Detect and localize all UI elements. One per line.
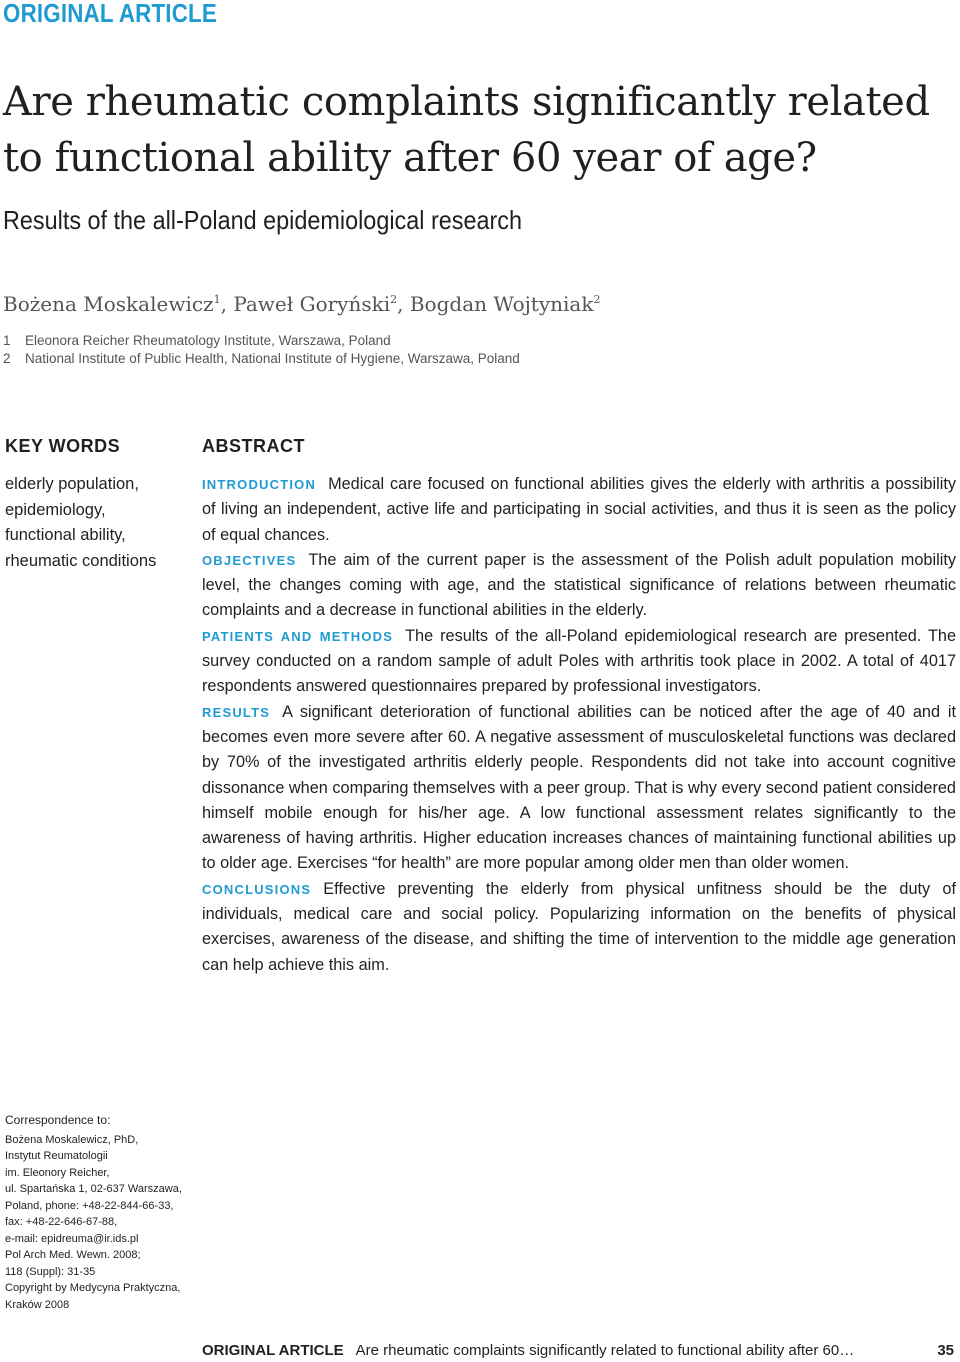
abstract-section-results [202,700,956,877]
abstract-section-text: The aim of the current paper is the assessment of the Polish adult population mobility level, the changes coming with age, and the statistical significance of relations between rheumatic complaints and a decrease in functional abilities in the elderly. [202,550,956,620]
correspondence-line: Copyright by Medycyna Praktyczna, [5,1282,181,1294]
keyword-item: functional ability, [5,526,126,544]
author-name: Paweł Goryński [233,292,391,316]
abstract-body [202,472,956,978]
abstract-section-introduction [202,472,956,548]
abstract-section-methods [202,624,956,700]
correspondence-heading: Correspondence to: [5,1113,111,1127]
affiliation-1 [3,333,391,348]
correspondence-block [5,1112,195,1313]
abstract-section-label: OBJECTIVES [202,552,297,568]
keyword-item: elderly population, [5,475,139,493]
abstract-section-label: INTRODUCTION [202,477,317,492]
affiliation-text: Eleonora Reicher Rheumatology Institute, Warszawa, Poland [25,333,391,348]
affiliation-2 [3,351,520,366]
page-number: 35 [937,1342,954,1359]
correspondence-line: Bożena Moskalewicz, PhD, [5,1133,139,1146]
abstract-section-text: A significant deterioration of functional abilities can be noticed after the age of 40 and it becomes even more severe after 60. A negative assessment of musculoskeletal functions was declared by 70% of the investigated arthritis elderly people. Respondents did not take into account cognitive dissonance when comparing themselves with a peer group. That is why every second patient considered himself mobile enough for his/her age. A low functional assessment relates significantly to the awareness of having arthritis. Higher education increases chances of maintaining functional abilities up to older age. Exercises “for health” are more popular among older men than older women. [202,702,956,873]
keywords-list [5,472,156,574]
author-affiliation-mark: 1 [213,293,221,306]
footer-running-title: Are rheumatic complaints significantly related to functional ability after 60… [355,1342,855,1359]
author-affiliation-mark: 2 [593,293,601,306]
correspondence-line: Kraków 2008 [5,1298,70,1311]
page-footer [202,1342,954,1359]
abstract-section-text: Effective preventing the elderly from physical unfitness should be the duty of individuals, medical care and social policy. Popularizing information on the benefits of physical exercises, awareness of the disease, and shifting the time of intervention to the middle age generation can help achieve this aim. [202,879,956,974]
keyword-item: epidemiology, [5,500,106,519]
correspondence-line: Instytut Reumatologii [5,1150,108,1162]
footer-section-label: ORIGINAL ARTICLE [202,1342,344,1359]
correspondence-line: Pol Arch Med. Wewn. 2008; [5,1249,141,1261]
affiliation-number: 2 [3,351,11,366]
correspondence-line: ul. Spartańska 1, 02-637 Warszawa, [5,1183,182,1195]
abstract-section-label: RESULTS [202,704,271,720]
abstract-section-conclusions [202,877,956,978]
correspondence-email[interactable]: e-mail: epidreuma@ir.ids.pl [5,1232,139,1245]
affiliation-number: 1 [3,333,11,348]
author-name: Bożena Moskalewicz [3,292,214,316]
abstract-section-text: Medical care focused on functional abilities gives the elderly with arthritis a possibility of living an independent, active life and participating in social activities, and thus it is seen as the policy of equal chances. [202,475,956,544]
article-title: Are rheumatic complaints significantly related to functional ability after 60 year of age? [3,79,930,181]
abstract-section-label: CONCLUSIONS [202,881,312,897]
keywords-heading: KEY WORDS [5,436,121,456]
author-name: Bogdan Wojtyniak [409,292,594,316]
section-label: ORIGINAL ARTICLE [3,0,217,28]
author-list: Bożena Moskalewicz$^1$, Paweł Goryński$^2$, Bogdan Wojtyniak$^2$ [3,292,601,316]
author-affiliation-mark: 2 [390,293,398,306]
abstract-heading: ABSTRACT [202,436,305,456]
correspondence-line: fax: +48-22-646-67-88, [5,1216,118,1228]
correspondence-line: 118 (Suppl): 31-35 [5,1265,96,1278]
correspondence-line: im. Eleonory Reicher, [5,1166,110,1179]
correspondence-line: Poland, phone: +48-22-844-66-33, [5,1199,174,1212]
abstract-section-label: PATIENTS AND METHODS [202,628,394,644]
keyword-item: rheumatic conditions [5,551,157,570]
article-subtitle: Results of the all-Poland epidemiological research [3,205,522,235]
affiliation-text: National Institute of Public Health, National Institute of Hygiene, Warszawa, Poland [25,351,520,366]
abstract-section-objectives [202,548,956,624]
abstract-section-text: The results of the all-Poland epidemiological research are presented. The survey conducted on a random sample of adult Poles with arthritis took place in 2002. A total of 4017 respondents answered questionnaires prepared by professional investigators. [202,626,957,696]
